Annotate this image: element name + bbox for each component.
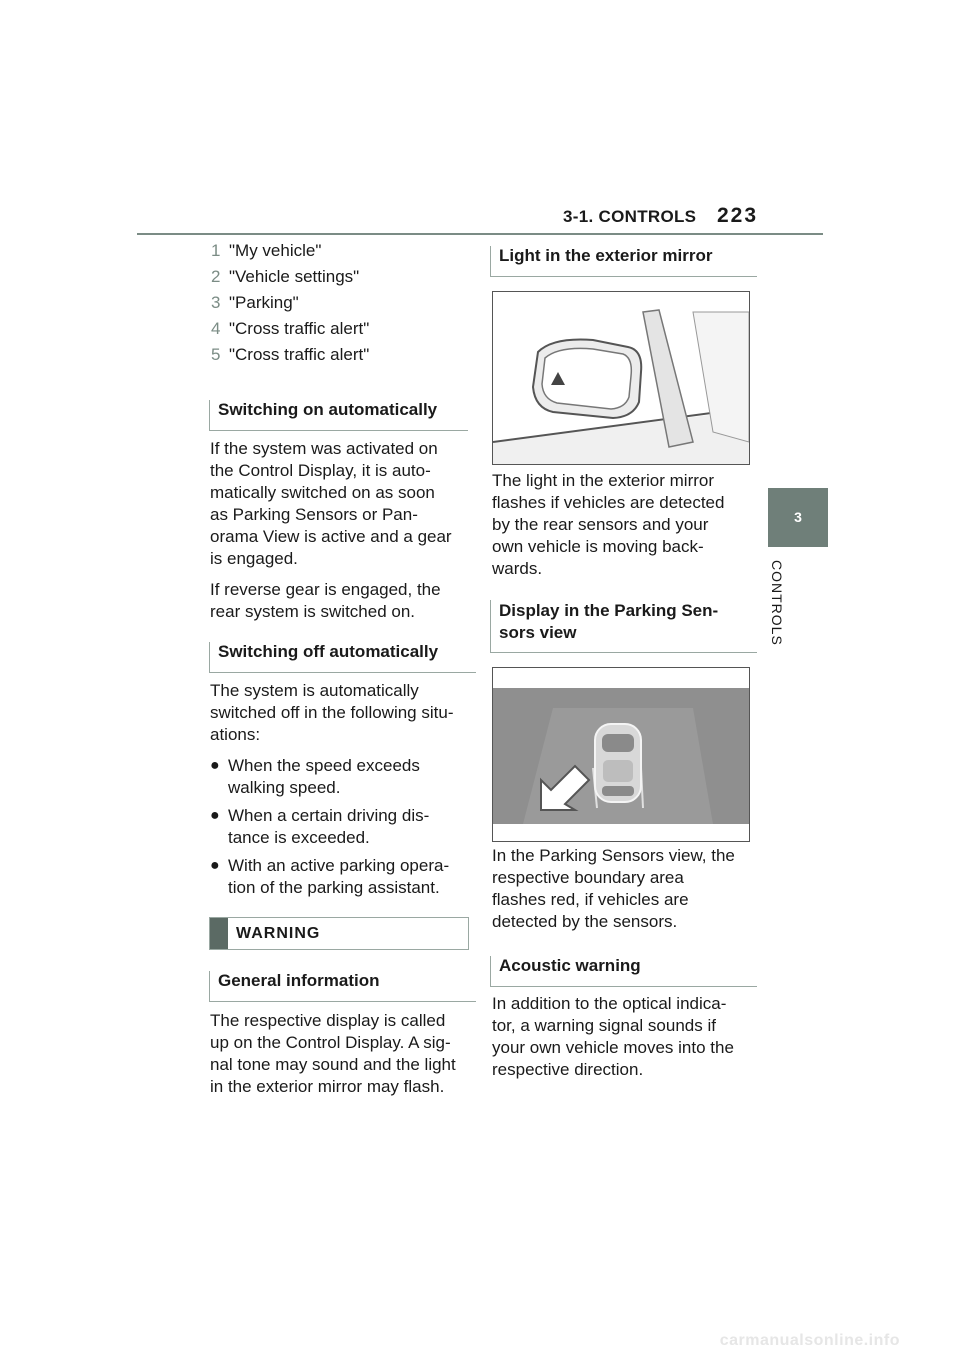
text-line: flashes if vehicles are detected — [492, 493, 725, 512]
page-number: 223 — [717, 204, 759, 227]
heading-switching-on: Switching on automatically — [209, 400, 468, 431]
menu-list — [211, 240, 471, 370]
menu-item-text: "Vehicle settings" — [229, 267, 360, 286]
text-line: tance is exceeded. — [228, 828, 370, 847]
text-line: flashes red, if vehicles are — [492, 890, 689, 909]
mirror-image — [492, 291, 750, 465]
chapter-tab — [768, 488, 828, 547]
menu-item-text: "Parking" — [229, 293, 299, 312]
chapter-label: CONTROLS — [769, 560, 785, 646]
text-line: in the exterior mirror may flash. — [210, 1077, 445, 1096]
parking-sensors-illustration — [493, 668, 749, 841]
text-line: walking speed. — [228, 778, 341, 797]
menu-item-text: "Cross traffic alert" — [229, 319, 370, 338]
menu-item-number: 2 — [211, 267, 221, 286]
text-line: If the system was activated on — [210, 439, 438, 458]
warning-box — [209, 917, 469, 950]
warning-label: WARNING — [236, 924, 321, 942]
text-line: your own vehicle moves into the — [492, 1038, 734, 1057]
text-line: The respective display is called — [210, 1011, 446, 1030]
bullet-item — [210, 855, 472, 899]
text-line: The light in the exterior mirror — [492, 471, 715, 490]
text-line: respective boundary area — [492, 868, 684, 887]
heading-line: sors view — [499, 623, 577, 642]
text-line: If reverse gear is engaged, the — [210, 580, 441, 599]
bullet-icon: ● — [210, 857, 220, 874]
menu-item — [211, 292, 471, 318]
text-line: own vehicle is moving back- — [492, 537, 704, 556]
text-line: tor, a warning signal sounds if — [492, 1016, 716, 1035]
menu-item — [211, 318, 471, 344]
bullet-item — [210, 805, 472, 849]
text-line: In the Parking Sensors view, the — [492, 846, 735, 865]
switching-off-text — [210, 680, 472, 899]
text-line: The system is automatically — [210, 681, 419, 700]
heading-switching-off: Switching off automatically — [209, 642, 476, 673]
text-line: switched off in the following situ- — [210, 703, 454, 722]
text-line: orama View is active and a gear — [210, 527, 452, 546]
heading-exterior-mirror: Light in the exterior mirror — [490, 246, 757, 277]
menu-item-number: 4 — [211, 319, 221, 338]
text-line: With an active parking opera- — [228, 856, 450, 875]
section-title: 3-1. CONTROLS — [563, 207, 697, 226]
text-line: nal tone may sound and the light — [210, 1055, 456, 1074]
menu-item-text: "My vehicle" — [229, 241, 322, 260]
footer-watermark[interactable]: carmanualsonline.info — [719, 1332, 900, 1349]
menu-item — [211, 266, 471, 292]
bullet-icon: ● — [210, 757, 220, 774]
text-line: up on the Control Display. A sig- — [210, 1033, 451, 1052]
switching-on-text — [210, 438, 472, 623]
heading-line: Display in the Parking Sen- — [499, 601, 719, 620]
menu-item-number: 5 — [211, 345, 221, 364]
menu-item-number: 1 — [211, 241, 221, 260]
text-line: wards. — [492, 559, 543, 578]
mirror-illustration — [493, 292, 749, 464]
text-line: matically switched on as soon — [210, 483, 435, 502]
text-line: detected by the sensors. — [492, 912, 678, 931]
heading-acoustic-warning: Acoustic warning — [490, 956, 757, 987]
exterior-mirror-text — [492, 470, 754, 580]
chapter-number: 3 — [794, 509, 802, 525]
menu-item-number: 3 — [211, 293, 221, 312]
text-line: the Control Display, it is auto- — [210, 461, 431, 480]
bullet-icon: ● — [210, 807, 220, 824]
warning-bar-icon — [210, 918, 228, 949]
heading-parking-sensors-view — [490, 600, 757, 653]
text-line: by the rear sensors and your — [492, 515, 709, 534]
text-line: rear system is switched on. — [210, 602, 416, 621]
text-line: When the speed exceeds — [228, 756, 420, 775]
text-line: is engaged. — [210, 549, 298, 568]
text-line: respective direction. — [492, 1060, 644, 1079]
bullet-item — [210, 755, 472, 799]
text-line: When a certain driving dis- — [228, 806, 430, 825]
parking-sensors-text — [492, 845, 754, 933]
menu-item — [211, 344, 471, 370]
text-line: ations: — [210, 725, 261, 744]
acoustic-warning-text — [492, 993, 754, 1081]
text-line: In addition to the optical indica- — [492, 994, 727, 1013]
heading-general-information: General information — [209, 971, 476, 1002]
menu-item-text: "Cross traffic alert" — [229, 345, 370, 364]
text-line: as Parking Sensors or Pan- — [210, 505, 418, 524]
general-information-text — [210, 1010, 472, 1098]
header-rule — [137, 233, 823, 235]
text-line: tion of the parking assistant. — [228, 878, 440, 897]
parking-sensors-image — [492, 667, 750, 842]
menu-item — [211, 240, 471, 266]
